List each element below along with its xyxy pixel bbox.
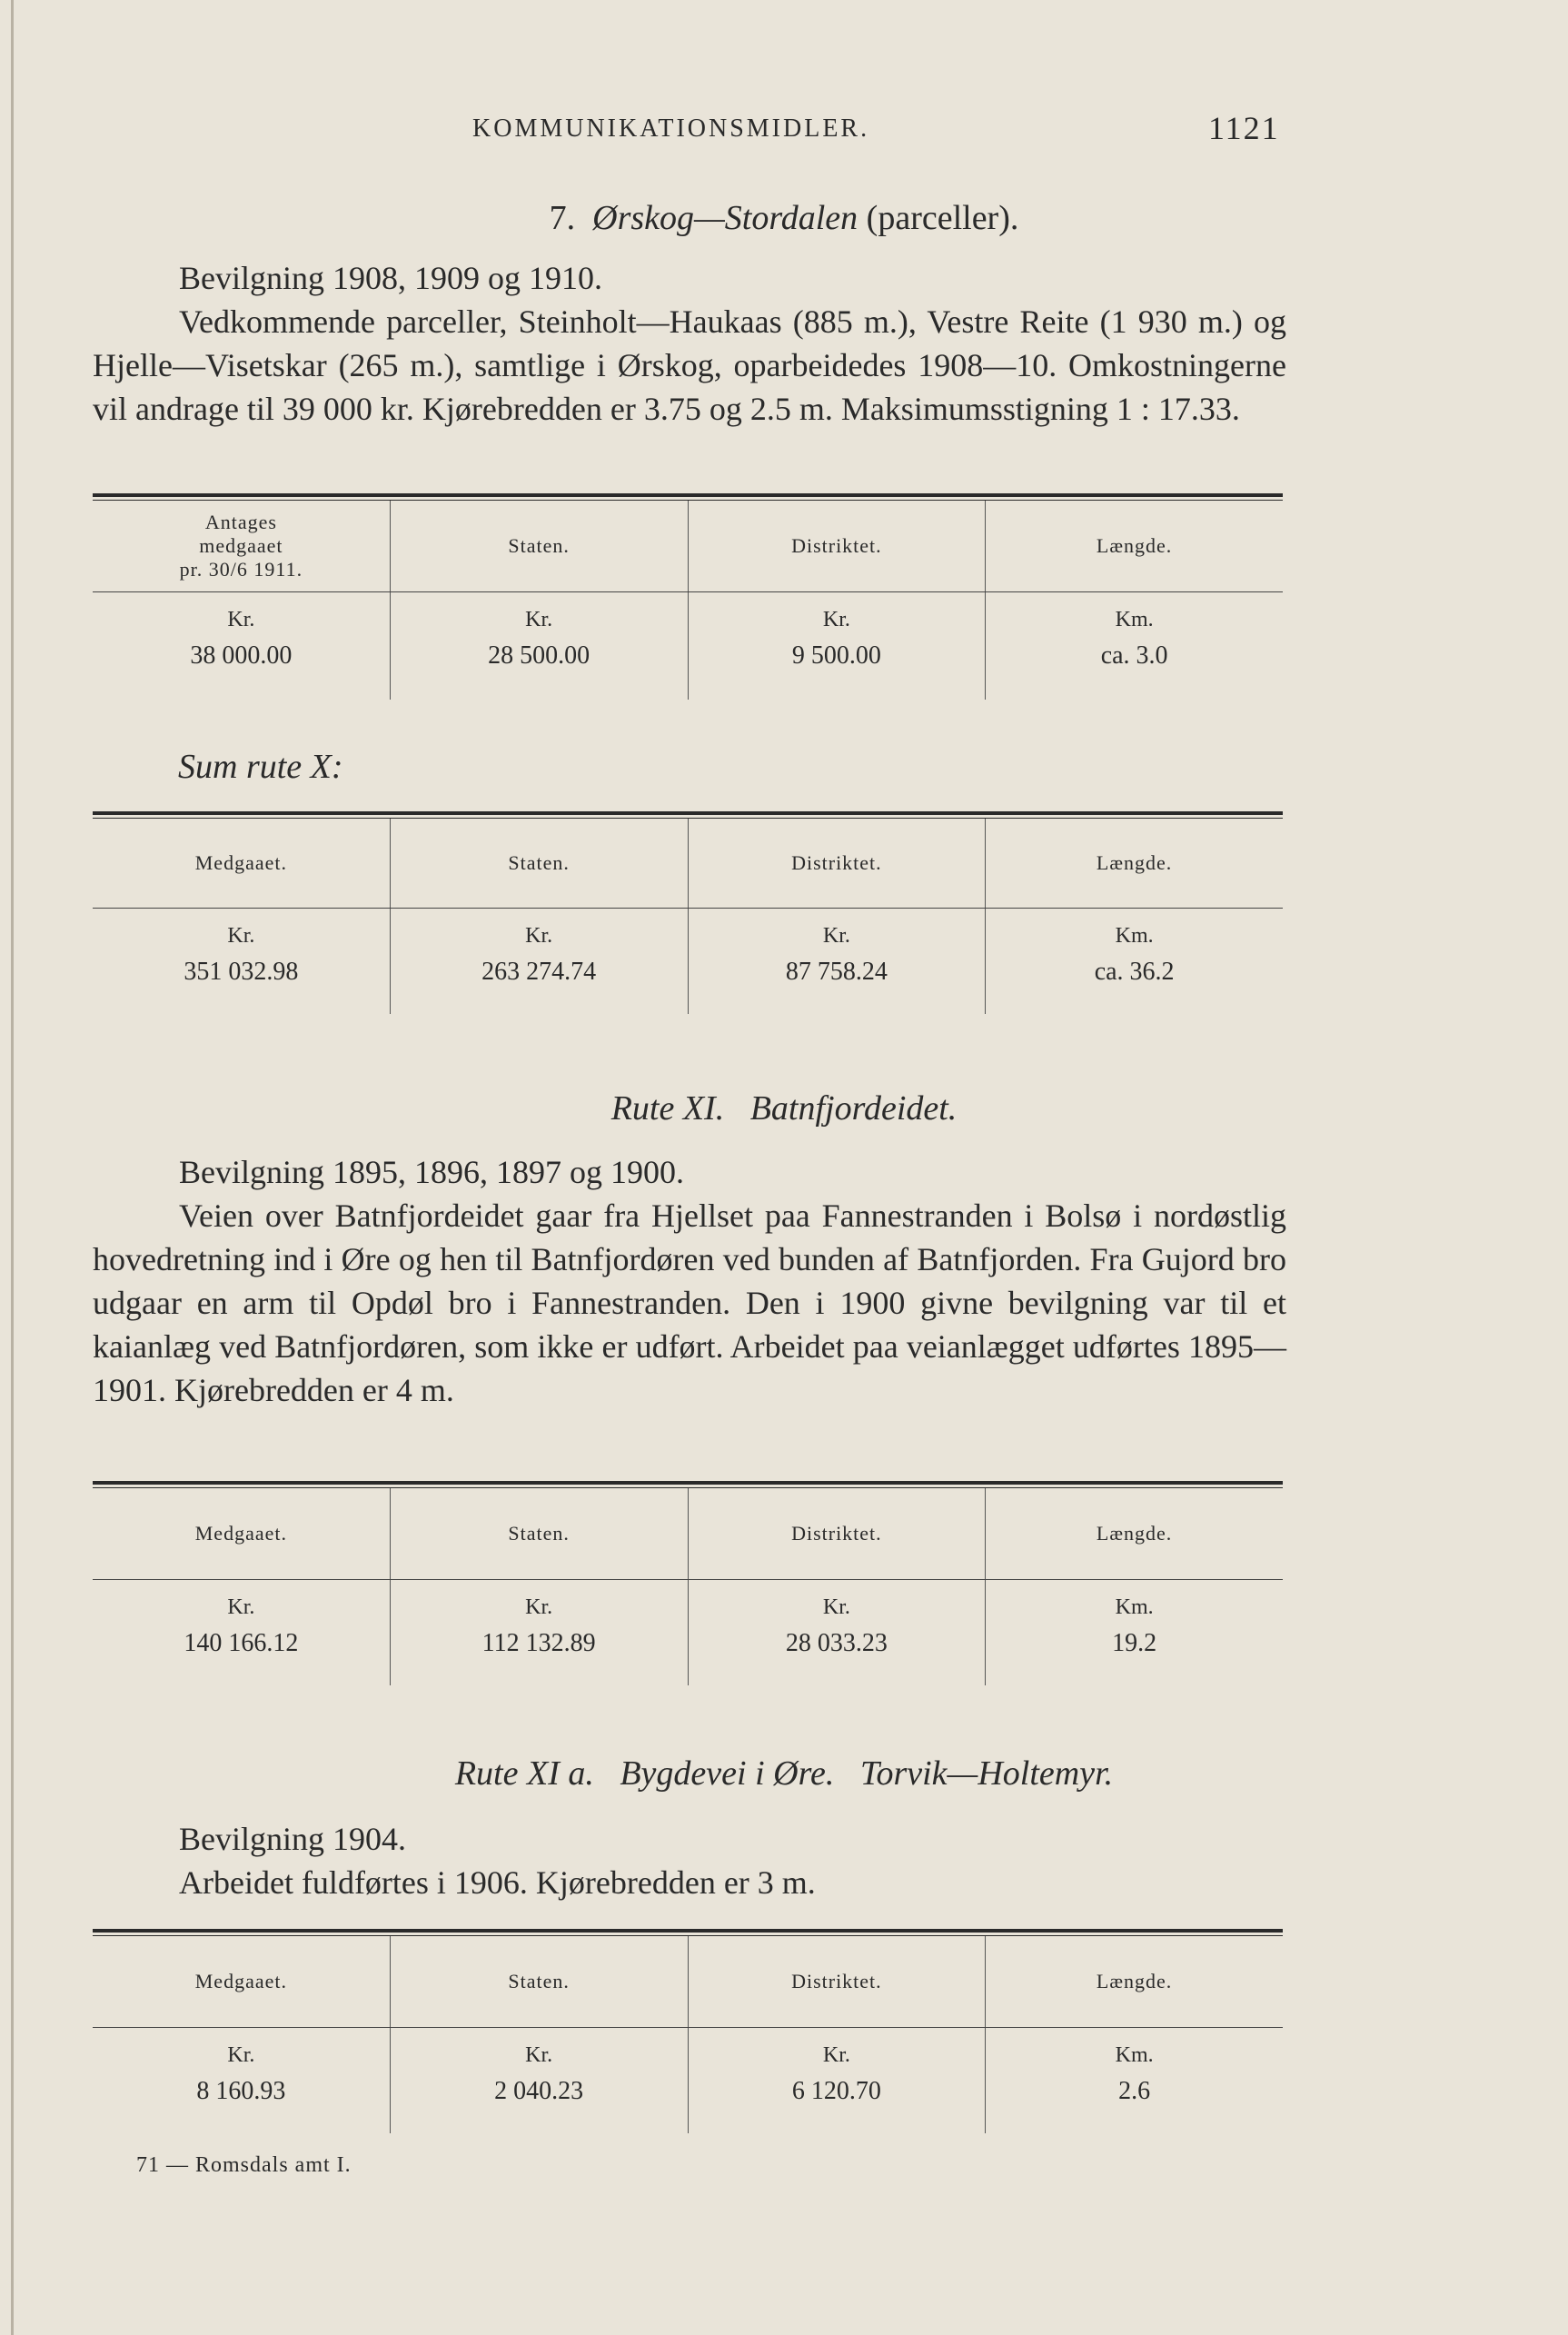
header-cell: Staten. xyxy=(390,819,688,908)
paragraph: Vedkommende parceller, Steinholt—Haukaas (885 m.), Vestre Reite (1 930 m.) og Hjelle—Visetskar (265 m.), samtlige i Ørskog, oparbeidedes 1908—10. Omkostningerne vil andrage til 39 000 kr. Kjørebredden er 3.75 og 2.5 m. Maksimumsstigning 1 : 17.33. xyxy=(93,303,1286,427)
footer-signature: 71 — Romsdals amt I. xyxy=(136,2153,352,2177)
table-rule xyxy=(93,1929,1283,1933)
page-edge xyxy=(11,0,14,2335)
header-cell: Staten. xyxy=(390,1936,688,2027)
header-cell: Antages medgaaet pr. 30/6 1911. xyxy=(179,511,303,581)
table-header-row xyxy=(93,1936,1283,2027)
rute-xia-heading: Rute XI a. Bygdevei i Øre. Torvik—Holtemyr. xyxy=(454,1754,1114,1793)
rute-xi-table xyxy=(93,1481,1283,1685)
value-cell: Kr. 8 160.93 xyxy=(196,2043,286,2105)
value-cell: Kr. 38 000.00 xyxy=(190,608,293,670)
rute-xia-table xyxy=(93,1929,1283,2133)
header-cell: Distriktet. xyxy=(688,1936,986,2027)
value-cell: Km. 2.6 xyxy=(985,2028,1283,2133)
header-cell: Distriktet. xyxy=(688,1488,986,1579)
value-cell: Kr. 6 120.70 xyxy=(688,2028,986,2133)
value-cell: Km. 19.2 xyxy=(985,1580,1283,1685)
table-row xyxy=(93,592,1283,700)
paragraph: Arbeidet fuldførtes i 1906. Kjørebredden er 3 m. xyxy=(179,1864,816,1901)
value-cell: Kr. 351 032.98 xyxy=(184,924,299,986)
value-cell: Kr. 87 758.24 xyxy=(688,909,986,1014)
header-cell: Staten. xyxy=(390,1488,688,1579)
table-row xyxy=(93,2028,1283,2133)
value-cell: Kr. 140 166.12 xyxy=(184,1595,299,1657)
rute-xi-text xyxy=(93,1150,1286,1412)
value-cell: Kr. 112 132.89 xyxy=(390,1580,688,1685)
header-cell: Længde. xyxy=(985,1936,1283,2027)
rute-xi-heading: Rute XI. Batnfjordeidet. xyxy=(610,1089,958,1128)
value-cell: Km. ca. 36.2 xyxy=(985,909,1283,1014)
table-row xyxy=(93,1580,1283,1685)
table-header-row xyxy=(93,819,1283,908)
paragraph: Bevilgning 1908, 1909 og 1910. xyxy=(179,260,602,296)
section-7-heading: 7. Ørskog—Stordalen (parceller). xyxy=(549,199,1019,237)
header-cell: Længde. xyxy=(985,501,1283,591)
value-cell: Km. ca. 3.0 xyxy=(985,592,1283,700)
value-cell: Kr. 28 500.00 xyxy=(390,592,688,700)
sum-rute-x-table xyxy=(93,811,1283,1014)
page-number: 1121 xyxy=(1208,110,1280,146)
value-cell: Kr. 2 040.23 xyxy=(390,2028,688,2133)
header-cell: Medgaaet. xyxy=(194,1970,287,1992)
table-rule xyxy=(93,493,1283,497)
header-cell: Distriktet. xyxy=(688,501,986,591)
header-title: KOMMUNIKATIONSMIDLER. xyxy=(472,114,870,143)
header-cell: Længde. xyxy=(985,1488,1283,1579)
header-cell: Medgaaet. xyxy=(194,1522,287,1545)
paragraph: Bevilgning 1895, 1896, 1897 og 1900. xyxy=(179,1154,684,1190)
header-cell: Længde. xyxy=(985,819,1283,908)
table-header-row xyxy=(93,501,1283,591)
sum-label: Sum rute X: xyxy=(178,748,343,786)
value-cell: Kr. 9 500.00 xyxy=(688,592,986,700)
header-cell: Staten. xyxy=(390,501,688,591)
paragraph: Veien over Batnfjordeidet gaar fra Hjellset paa Fannestranden i Bolsø i nordøstlig hovedretning ind i Øre og hen til Batnfjordøren ved bunden af Batnfjorden. Fra Gujord bro udgaar en arm til Opdøl bro i Fannestranden. Den i 1900 givne bevilgning var til et kaianlæg ved Batnfjordøren, som ikke er udført. Arbeidet paa veianlægget udførtes 1895—1901. Kjørebredden er 4 m. xyxy=(93,1197,1286,1408)
table-header-row xyxy=(93,1488,1283,1579)
table-rule xyxy=(93,811,1283,815)
value-cell: Kr. 263 274.74 xyxy=(390,909,688,1014)
paragraph: Bevilgning 1904. xyxy=(179,1821,406,1857)
rute-xia-text xyxy=(93,1817,1286,1904)
header-cell: Distriktet. xyxy=(688,819,986,908)
running-header xyxy=(0,109,1568,154)
table-row xyxy=(93,909,1283,1014)
section-7-table xyxy=(93,493,1283,700)
value-cell: Kr. 28 033.23 xyxy=(688,1580,986,1685)
section-7-text xyxy=(93,256,1286,431)
header-cell: Medgaaet. xyxy=(194,851,287,874)
table-rule xyxy=(93,1481,1283,1485)
